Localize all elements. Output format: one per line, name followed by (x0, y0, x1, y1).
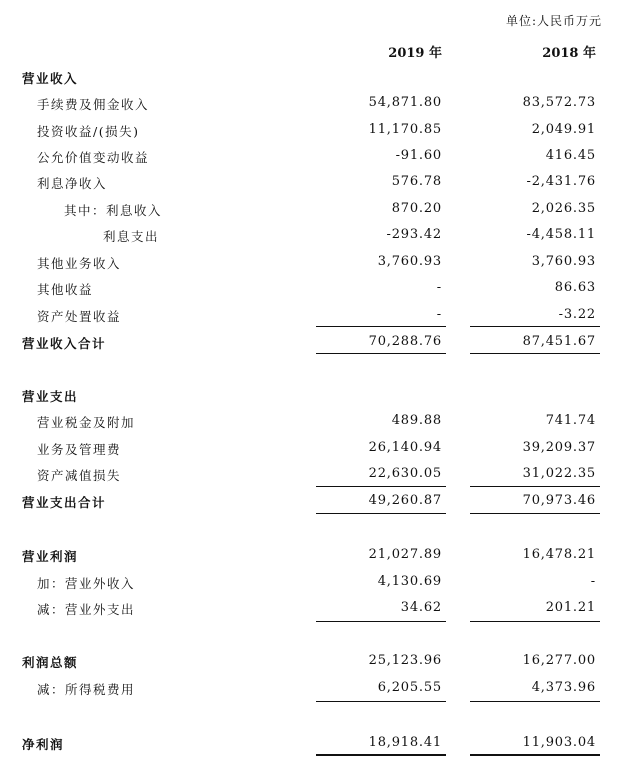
value-2018: 11,903.04 (522, 735, 596, 750)
total-rule (470, 621, 600, 622)
value-2018: 39,209.37 (522, 440, 596, 455)
row-label: 利息净收入 (37, 176, 108, 191)
row-label: 营业收入 (22, 71, 79, 86)
table-row (0, 171, 629, 193)
row-label: 减：营业外支出 (37, 602, 136, 617)
row-label: 营业收入合计 (22, 336, 107, 351)
value-2018: 201.21 (545, 600, 596, 615)
table-row (0, 145, 629, 167)
total-rule (470, 701, 600, 702)
value-2019: 70,288.76 (368, 334, 442, 349)
table-row (0, 224, 629, 246)
value-2019: 26,140.94 (368, 440, 442, 455)
value-2018: - (590, 574, 596, 589)
value-2019: 3,760.93 (377, 254, 442, 269)
table-row (0, 251, 629, 273)
value-2018: -4,458.11 (526, 227, 596, 242)
total-rule (316, 701, 446, 702)
total-rule (316, 353, 446, 354)
row-label: 减：所得税费用 (37, 682, 136, 697)
row-label: 加：营业外收入 (37, 576, 136, 591)
table-row (0, 544, 629, 566)
value-2019: 576.78 (391, 174, 442, 189)
value-2018: 416.45 (545, 148, 596, 163)
value-2018: 16,478.21 (522, 547, 596, 562)
value-2019: 18,918.41 (368, 735, 442, 750)
total-rule (316, 326, 446, 327)
row-label: 资产减值损失 (37, 468, 122, 483)
value-2018: 31,022.35 (522, 466, 596, 481)
value-2018: -3.22 (558, 307, 596, 322)
row-label: 手续费及佣金收入 (37, 97, 150, 112)
value-2019: 870.20 (391, 201, 442, 216)
value-2019: 21,027.89 (368, 547, 442, 562)
value-2019: -293.42 (386, 227, 442, 242)
value-2019: 6,205.55 (377, 680, 442, 695)
total-rule (316, 621, 446, 622)
value-2019: 54,871.80 (368, 95, 442, 110)
table-row (0, 66, 629, 88)
table-row (0, 331, 629, 353)
value-2019: 34.62 (400, 600, 442, 615)
row-label: 投资收益/(损失) (37, 124, 140, 139)
row-label: 其中：利息收入 (64, 203, 163, 218)
table-row (0, 119, 629, 141)
row-label: 利润总额 (22, 655, 79, 670)
total-rule (470, 326, 600, 327)
value-2018: -2,431.76 (526, 174, 596, 189)
total-rule (470, 353, 600, 354)
value-2018: 2,049.91 (531, 122, 596, 137)
row-label: 资产处置收益 (37, 309, 122, 324)
row-label: 营业税金及附加 (37, 415, 136, 430)
unit-label: 单位:人民币万元 (505, 14, 602, 28)
value-2018: 741.74 (545, 413, 596, 428)
table-row (0, 384, 629, 406)
row-label: 营业支出合计 (22, 495, 107, 510)
row-label: 营业支出 (22, 389, 79, 404)
value-2019: 489.88 (391, 413, 442, 428)
table-row (0, 437, 629, 459)
table-row (0, 490, 629, 512)
value-2019: - (436, 307, 442, 322)
table-row (0, 650, 629, 672)
table-row (0, 92, 629, 114)
header-2019: 2019 年 (388, 46, 442, 61)
row-label: 其他业务收入 (37, 256, 122, 271)
value-2018: 86.63 (554, 280, 596, 295)
total-rule (316, 486, 446, 487)
row-label: 公允价值变动收益 (37, 150, 150, 165)
total-rule (470, 486, 600, 487)
total-rule (470, 754, 600, 756)
value-2018: 3,760.93 (531, 254, 596, 269)
table-row (0, 463, 629, 485)
table-row (0, 304, 629, 326)
value-2019: -91.60 (395, 148, 442, 163)
value-2019: 25,123.96 (368, 653, 442, 668)
header-2018: 2018 年 (542, 46, 596, 61)
row-label: 净利润 (22, 737, 65, 752)
value-2019: 11,170.85 (368, 122, 442, 137)
total-rule (316, 513, 446, 514)
value-2019: 4,130.69 (377, 574, 442, 589)
table-row (0, 732, 629, 754)
value-2018: 70,973.46 (522, 493, 596, 508)
value-2019: - (436, 280, 442, 295)
value-2018: 4,373.96 (531, 680, 596, 695)
table-row (0, 597, 629, 619)
table-row (0, 571, 629, 593)
table-row (0, 277, 629, 299)
table-row (0, 410, 629, 432)
row-label: 利息支出 (103, 229, 160, 244)
value-2019: 49,260.87 (368, 493, 442, 508)
row-label: 其他收益 (37, 282, 94, 297)
total-rule (470, 513, 600, 514)
table-row (0, 677, 629, 699)
value-2018: 2,026.35 (531, 201, 596, 216)
value-2018: 16,277.00 (522, 653, 596, 668)
total-rule (316, 754, 446, 756)
value-2018: 87,451.67 (522, 334, 596, 349)
row-label: 业务及管理费 (37, 442, 122, 457)
row-label: 营业利润 (22, 549, 79, 564)
table-row (0, 198, 629, 220)
value-2019: 22,630.05 (368, 466, 442, 481)
value-2018: 83,572.73 (522, 95, 596, 110)
